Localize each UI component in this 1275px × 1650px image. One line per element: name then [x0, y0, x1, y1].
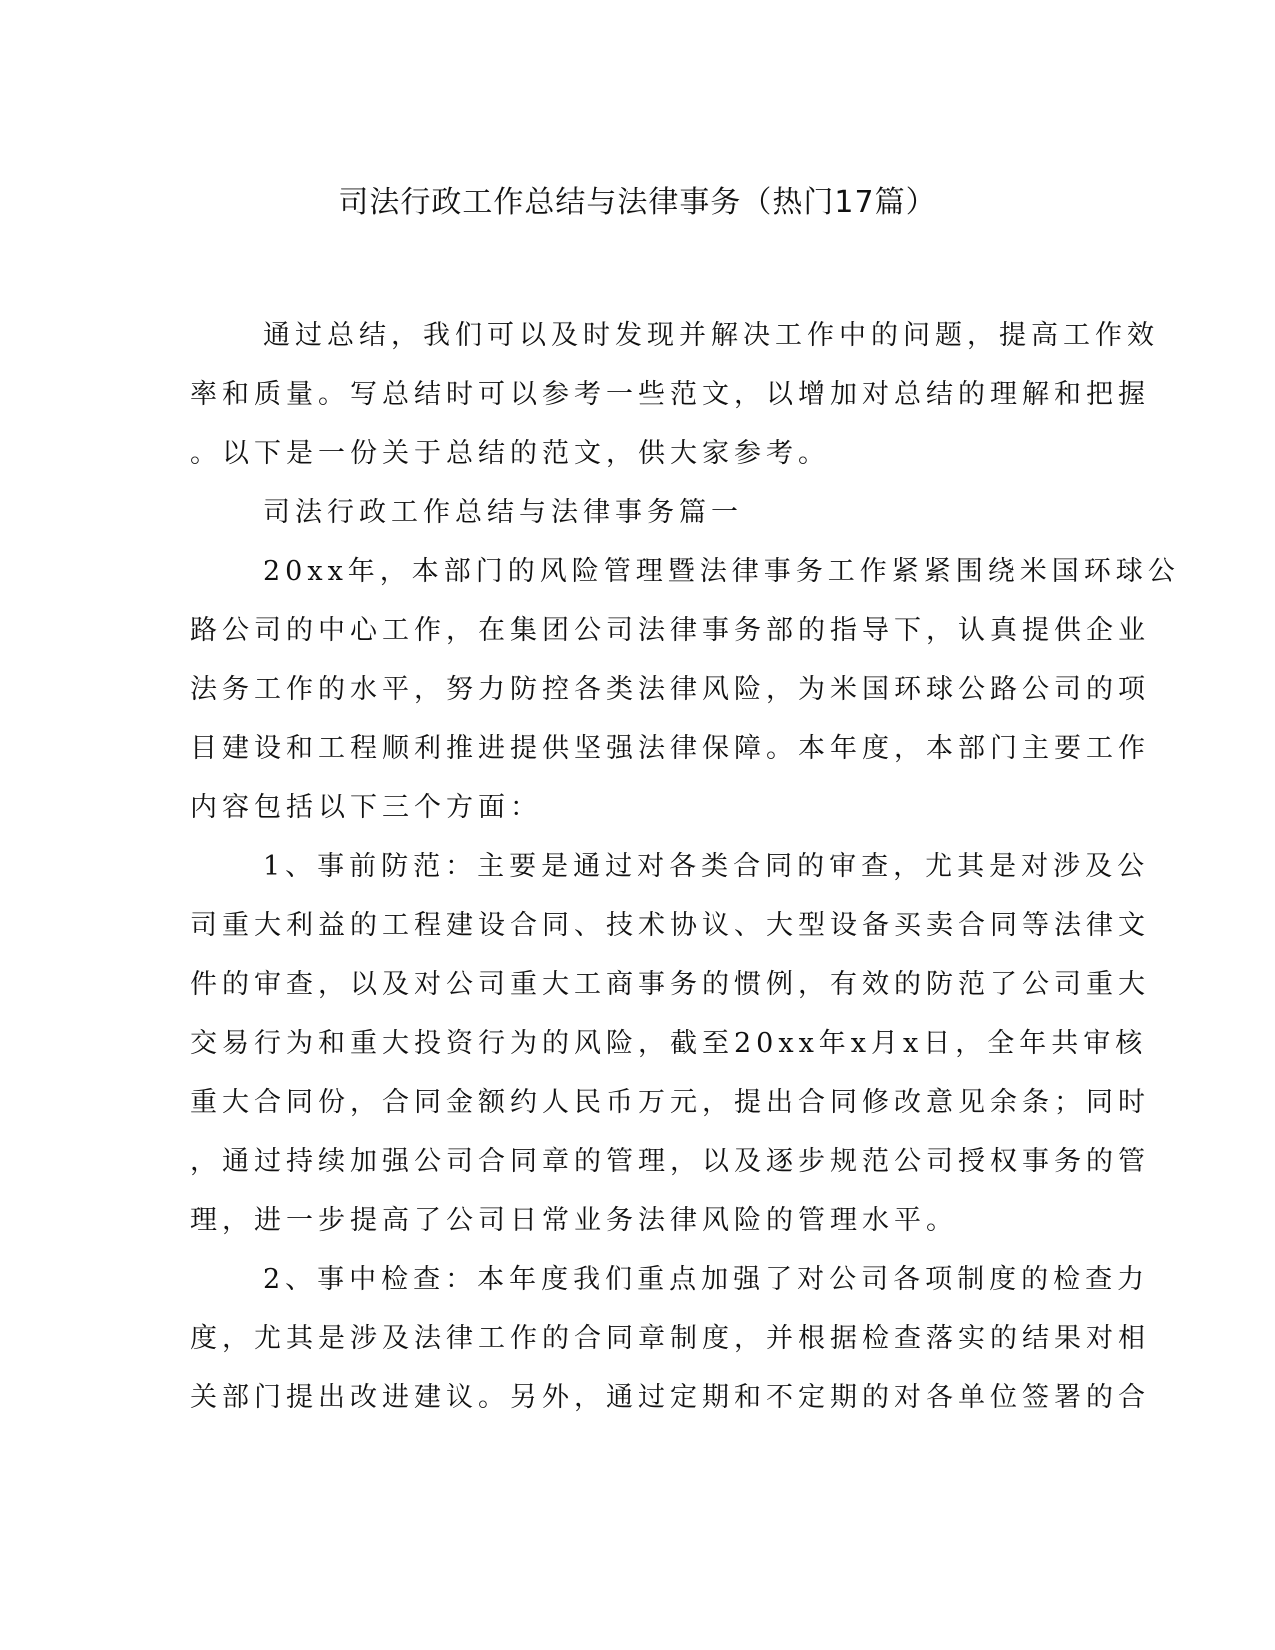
- section-heading: 司法行政工作总结与法律事务篇一: [263, 497, 743, 528]
- para1-line-3: 法务工作的水平，努力防控各类法律风险，为米国环球公路公司的项: [190, 674, 1150, 705]
- para2-line-3: 件的审查，以及对公司重大工商事务的惯例，有效的防范了公司重大: [190, 969, 1150, 1000]
- para2-line-7: 理，进一步提高了公司日常业务法律风险的管理水平。: [190, 1205, 958, 1236]
- para3-line-1: 2、事中检查：本年度我们重点加强了对公司各项制度的检查力: [263, 1264, 1150, 1295]
- intro-line-1: 通过总结，我们可以及时发现并解决工作中的问题，提高工作效: [263, 320, 1159, 351]
- para2-line-4: 交易行为和重大投资行为的风险，截至20xx年x月x日，全年共审核: [190, 1028, 1148, 1059]
- document-title: 司法行政工作总结与法律事务（热门17篇）: [338, 185, 937, 220]
- para3-line-3: 关部门提出改进建议。另外，通过定期和不定期的对各单位签署的合: [190, 1382, 1150, 1413]
- para1-line-5: 内容包括以下三个方面：: [190, 792, 542, 823]
- para1-line-4: 目建设和工程顺利推进提供坚强法律保障。本年度，本部门主要工作: [190, 733, 1150, 764]
- para2-line-6: ，通过持续加强公司合同章的管理，以及逐步规范公司授权事务的管: [190, 1146, 1150, 1177]
- para3-line-2: 度，尤其是涉及法律工作的合同章制度，并根据检查落实的结果对相: [190, 1323, 1150, 1354]
- para2-line-1: 1、事前防范：主要是通过对各类合同的审查，尤其是对涉及公: [263, 851, 1150, 882]
- intro-line-3: 。以下是一份关于总结的范文，供大家参考。: [190, 438, 830, 469]
- para1-line-2: 路公司的中心工作，在集团公司法律事务部的指导下，认真提供企业: [190, 615, 1150, 646]
- para2-line-2: 司重大利益的工程建设合同、技术协议、大型设备买卖合同等法律文: [190, 910, 1150, 941]
- para2-line-5: 重大合同份，合同金额约人民币万元，提出合同修改意见余条；同时: [190, 1087, 1150, 1118]
- para1-line-1: 20xx年，本部门的风险管理暨法律事务工作紧紧围绕米国环球公: [263, 556, 1180, 587]
- intro-line-2: 率和质量。写总结时可以参考一些范文，以增加对总结的理解和把握: [190, 379, 1150, 410]
